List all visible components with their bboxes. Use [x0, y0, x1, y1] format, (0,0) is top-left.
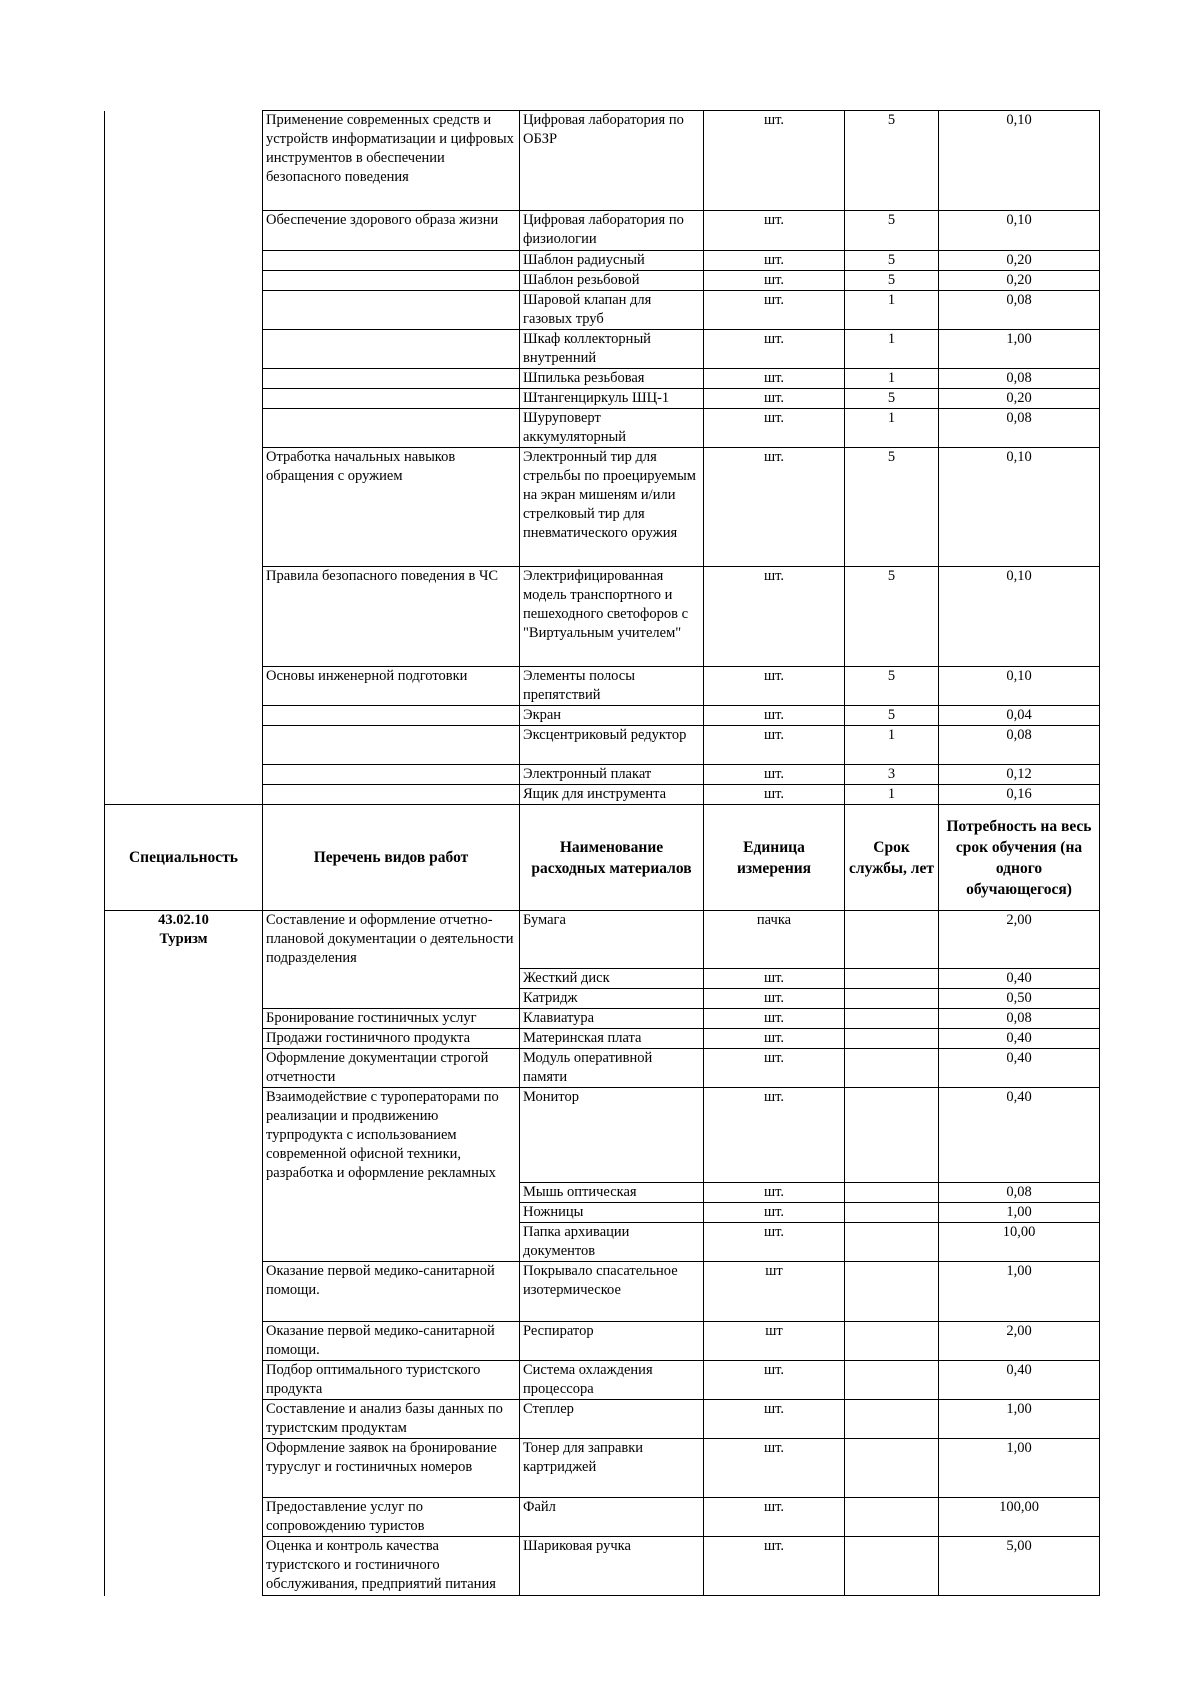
need-cell: 1,00 — [939, 1400, 1100, 1439]
material-name-cell: Степлер — [520, 1400, 704, 1439]
work-type-cell — [263, 1183, 520, 1203]
service-life-cell: 5 — [845, 111, 939, 211]
service-life-cell — [845, 1203, 939, 1223]
service-life-cell: 5 — [845, 667, 939, 706]
need-cell: 0,10 — [939, 567, 1100, 667]
work-type-cell: Оценка и контроль качества туристского и гостиничного обслуживания, предприятий питания — [263, 1537, 520, 1596]
service-life-cell — [845, 1183, 939, 1203]
work-type-cell — [263, 765, 520, 785]
need-cell: 0,40 — [939, 1028, 1100, 1048]
service-life-cell — [845, 988, 939, 1008]
service-life-cell — [845, 1048, 939, 1087]
material-name-cell: Покрывало спасательное изотермическое — [520, 1262, 704, 1322]
material-name-cell: Катридж — [520, 988, 704, 1008]
need-cell: 0,08 — [939, 1183, 1100, 1203]
service-life-cell — [845, 1400, 939, 1439]
work-type-cell: Правила безопасного поведения в ЧС — [263, 567, 520, 667]
table-header-row — [105, 805, 1100, 911]
material-name-cell: Штангенциркуль ШЦ-1 — [520, 389, 704, 409]
specialty-cell — [105, 765, 263, 785]
material-name-cell: Монитор — [520, 1087, 704, 1183]
service-life-cell: 3 — [845, 765, 939, 785]
material-name-cell: Ножницы — [520, 1203, 704, 1223]
need-cell: 0,10 — [939, 111, 1100, 211]
specialty-cell — [105, 330, 263, 369]
service-life-cell: 1 — [845, 785, 939, 805]
table-row — [105, 726, 1100, 765]
table-row — [105, 765, 1100, 785]
unit-cell: шт. — [704, 330, 845, 369]
material-name-cell: Ящик для инструмента — [520, 785, 704, 805]
unit-cell: шт. — [704, 409, 845, 448]
service-life-cell: 5 — [845, 448, 939, 567]
header-specialty: Специальность — [105, 805, 263, 911]
material-name-cell: Шариковая ручка — [520, 1537, 704, 1596]
specialty-cell — [105, 389, 263, 409]
unit-cell: шт. — [704, 448, 845, 567]
service-life-cell: 1 — [845, 291, 939, 330]
work-type-cell: Взаимодействие с туроператорами по реализации и продвижению турпродукта с использованием современной офисной техники, разработка и оформление рекламных — [263, 1087, 520, 1183]
unit-cell: шт — [704, 1322, 845, 1361]
need-cell: 100,00 — [939, 1498, 1100, 1537]
work-type-cell — [263, 330, 520, 369]
unit-cell: шт — [704, 1262, 845, 1322]
work-type-cell — [263, 726, 520, 765]
service-life-cell — [845, 1262, 939, 1322]
work-type-cell — [263, 785, 520, 805]
work-type-cell: Подбор оптимального туристского продукта — [263, 1361, 520, 1400]
work-type-cell — [263, 271, 520, 291]
specialty-cell — [105, 911, 263, 1596]
service-life-cell: 5 — [845, 567, 939, 667]
materials-table — [104, 110, 1100, 1596]
material-name-cell: Эксцентриковый редуктор — [520, 726, 704, 765]
service-life-cell — [845, 1361, 939, 1400]
work-type-cell — [263, 409, 520, 448]
need-cell: 0,40 — [939, 968, 1100, 988]
service-life-cell: 1 — [845, 369, 939, 389]
material-name-cell: Материнская плата — [520, 1028, 704, 1048]
material-name-cell: Папка архивации документов — [520, 1223, 704, 1262]
material-name-cell: Респиратор — [520, 1322, 704, 1361]
need-cell: 1,00 — [939, 1439, 1100, 1498]
specialty-cell — [105, 251, 263, 271]
material-name-cell: Шкаф коллекторный внутренний — [520, 330, 704, 369]
table-row — [105, 706, 1100, 726]
specialty-cell — [105, 369, 263, 389]
work-type-cell: Отработка начальных навыков обращения с оружием — [263, 448, 520, 567]
material-name-cell: Файл — [520, 1498, 704, 1537]
material-name-cell: Элементы полосы препятствий — [520, 667, 704, 706]
need-cell: 0,08 — [939, 1008, 1100, 1028]
work-type-cell: Оказание первой медико-санитарной помощи. — [263, 1262, 520, 1322]
unit-cell: шт. — [704, 1008, 845, 1028]
unit-cell: шт. — [704, 389, 845, 409]
service-life-cell: 1 — [845, 726, 939, 765]
unit-cell: шт. — [704, 369, 845, 389]
specialty-cell — [105, 409, 263, 448]
material-name-cell: Шаблон радиусный — [520, 251, 704, 271]
service-life-cell — [845, 1498, 939, 1537]
service-life-cell — [845, 1223, 939, 1262]
service-life-cell — [845, 968, 939, 988]
service-life-cell: 1 — [845, 330, 939, 369]
unit-cell: шт. — [704, 1439, 845, 1498]
specialty-cell — [105, 271, 263, 291]
work-type-cell: Применение современных средств и устройств информатизации и цифровых инструментов в обеспечении безопасного поведения — [263, 111, 520, 211]
unit-cell: шт. — [704, 1223, 845, 1262]
unit-cell: шт. — [704, 968, 845, 988]
work-type-cell — [263, 706, 520, 726]
unit-cell: шт. — [704, 1400, 845, 1439]
table-row — [105, 211, 1100, 251]
need-cell: 1,00 — [939, 1262, 1100, 1322]
table-row — [105, 369, 1100, 389]
need-cell: 0,10 — [939, 211, 1100, 251]
unit-cell: шт. — [704, 706, 845, 726]
work-type-cell: Основы инженерной подготовки — [263, 667, 520, 706]
unit-cell: шт. — [704, 567, 845, 667]
unit-cell: шт. — [704, 1048, 845, 1087]
header-life: Срок службы, лет — [845, 805, 939, 911]
need-cell: 0,50 — [939, 988, 1100, 1008]
unit-cell: шт. — [704, 1183, 845, 1203]
specialty-cell — [105, 726, 263, 765]
work-type-cell: Обеспечение здорового образа жизни — [263, 211, 520, 251]
table-row — [105, 271, 1100, 291]
material-name-cell: Клавиатура — [520, 1008, 704, 1028]
specialty-cell — [105, 785, 263, 805]
service-life-cell — [845, 1439, 939, 1498]
unit-cell: шт. — [704, 765, 845, 785]
unit-cell: шт. — [704, 726, 845, 765]
material-name-cell: Электронный плакат — [520, 765, 704, 785]
material-name-cell: Экран — [520, 706, 704, 726]
need-cell: 10,00 — [939, 1223, 1100, 1262]
need-cell: 2,00 — [939, 911, 1100, 969]
service-life-cell — [845, 1028, 939, 1048]
unit-cell: шт. — [704, 251, 845, 271]
specialty-cell — [105, 448, 263, 567]
table-row — [105, 911, 1100, 969]
table-row — [105, 111, 1100, 211]
unit-cell: шт. — [704, 1087, 845, 1183]
need-cell: 0,10 — [939, 667, 1100, 706]
unit-cell: пачка — [704, 911, 845, 969]
service-life-cell: 1 — [845, 409, 939, 448]
service-life-cell — [845, 1008, 939, 1028]
need-cell: 0,20 — [939, 251, 1100, 271]
header-works: Перечень видов работ — [263, 805, 520, 911]
need-cell: 0,40 — [939, 1087, 1100, 1183]
header-need: Потребность на весь срок обучения (на одного обучающегося) — [939, 805, 1100, 911]
specialty-cell — [105, 291, 263, 330]
table-row — [105, 330, 1100, 369]
specialty-cell — [105, 706, 263, 726]
service-life-cell — [845, 1322, 939, 1361]
work-type-cell: Составление и оформление отчетно-плановой документации о деятельности подразделения — [263, 911, 520, 969]
service-life-cell — [845, 1087, 939, 1183]
work-type-cell: Бронирование гостиничных услуг — [263, 1008, 520, 1028]
need-cell: 0,08 — [939, 369, 1100, 389]
service-life-cell: 5 — [845, 251, 939, 271]
work-type-cell — [263, 988, 520, 1008]
need-cell: 0,16 — [939, 785, 1100, 805]
need-cell: 0,12 — [939, 765, 1100, 785]
unit-cell: шт. — [704, 667, 845, 706]
material-name-cell: Шаровой клапан для газовых труб — [520, 291, 704, 330]
work-type-cell: Оформление заявок на бронирование туруслуг и гостиничных номеров — [263, 1439, 520, 1498]
table-row — [105, 291, 1100, 330]
table-section-safety — [105, 111, 1100, 1596]
material-name-cell: Шаблон резьбовой — [520, 271, 704, 291]
need-cell: 0,20 — [939, 271, 1100, 291]
work-type-cell: Предоставление услуг по сопровождению туристов — [263, 1498, 520, 1537]
work-type-cell — [263, 251, 520, 271]
specialty-name: Туризм — [159, 931, 208, 947]
service-life-cell: 5 — [845, 271, 939, 291]
need-cell: 0,08 — [939, 291, 1100, 330]
material-name-cell: Цифровая лаборатория по ОБЗР — [520, 111, 704, 211]
need-cell: 0,40 — [939, 1048, 1100, 1087]
work-type-cell — [263, 968, 520, 988]
work-type-cell: Оформление документации строгой отчетности — [263, 1048, 520, 1087]
table-row — [105, 567, 1100, 667]
unit-cell: шт. — [704, 1498, 845, 1537]
material-name-cell: Электрифицированная модель транспортного и пешеходного светофоров с "Виртуальным учителем" — [520, 567, 704, 667]
table-row — [105, 389, 1100, 409]
material-name-cell: Тонер для заправки картриджей — [520, 1439, 704, 1498]
material-name-cell: Шпилька резьбовая — [520, 369, 704, 389]
work-type-cell: Продажи гостиничного продукта — [263, 1028, 520, 1048]
table-row — [105, 448, 1100, 567]
need-cell: 0,20 — [939, 389, 1100, 409]
table-row — [105, 667, 1100, 706]
material-name-cell: Модуль оперативной памяти — [520, 1048, 704, 1087]
need-cell: 2,00 — [939, 1322, 1100, 1361]
table-row — [105, 409, 1100, 448]
need-cell: 1,00 — [939, 330, 1100, 369]
material-name-cell: Бумага — [520, 911, 704, 969]
unit-cell: шт. — [704, 111, 845, 211]
material-name-cell: Электронный тир для стрельбы по проецируемым на экран мишеням и/или стрелковый тир для пневматического оружия — [520, 448, 704, 567]
service-life-cell: 5 — [845, 211, 939, 251]
need-cell: 0,08 — [939, 409, 1100, 448]
table-row — [105, 785, 1100, 805]
need-cell: 5,00 — [939, 1537, 1100, 1596]
table-row — [105, 251, 1100, 271]
header-unit: Единица измерения — [704, 805, 845, 911]
specialty-cell — [105, 211, 263, 251]
service-life-cell: 5 — [845, 389, 939, 409]
need-cell: 0,10 — [939, 448, 1100, 567]
material-name-cell: Жесткий диск — [520, 968, 704, 988]
material-name-cell: Система охлаждения процессора — [520, 1361, 704, 1400]
unit-cell: шт. — [704, 211, 845, 251]
unit-cell: шт. — [704, 1203, 845, 1223]
need-cell: 0,40 — [939, 1361, 1100, 1400]
header-materials: Наименование расходных материалов — [520, 805, 704, 911]
need-cell: 0,08 — [939, 726, 1100, 765]
material-name-cell: Цифровая лаборатория по физиологии — [520, 211, 704, 251]
unit-cell: шт. — [704, 1537, 845, 1596]
specialty-cell — [105, 111, 263, 211]
work-type-cell: Оказание первой медико-санитарной помощи. — [263, 1322, 520, 1361]
service-life-cell — [845, 1537, 939, 1596]
unit-cell: шт. — [704, 1361, 845, 1400]
material-name-cell: Шуруповерт аккумуляторный — [520, 409, 704, 448]
unit-cell: шт. — [704, 988, 845, 1008]
work-type-cell — [263, 1203, 520, 1223]
unit-cell: шт. — [704, 271, 845, 291]
unit-cell: шт. — [704, 291, 845, 330]
specialty-cell — [105, 567, 263, 667]
service-life-cell — [845, 911, 939, 969]
unit-cell: шт. — [704, 785, 845, 805]
work-type-cell — [263, 1223, 520, 1262]
need-cell: 0,04 — [939, 706, 1100, 726]
material-name-cell: Мышь оптическая — [520, 1183, 704, 1203]
need-cell: 1,00 — [939, 1203, 1100, 1223]
work-type-cell — [263, 369, 520, 389]
work-type-cell — [263, 291, 520, 330]
work-type-cell — [263, 389, 520, 409]
unit-cell: шт. — [704, 1028, 845, 1048]
specialty-cell — [105, 667, 263, 706]
specialty-code: 43.02.10 — [158, 912, 209, 928]
work-type-cell: Составление и анализ базы данных по туристским продуктам — [263, 1400, 520, 1439]
service-life-cell: 5 — [845, 706, 939, 726]
